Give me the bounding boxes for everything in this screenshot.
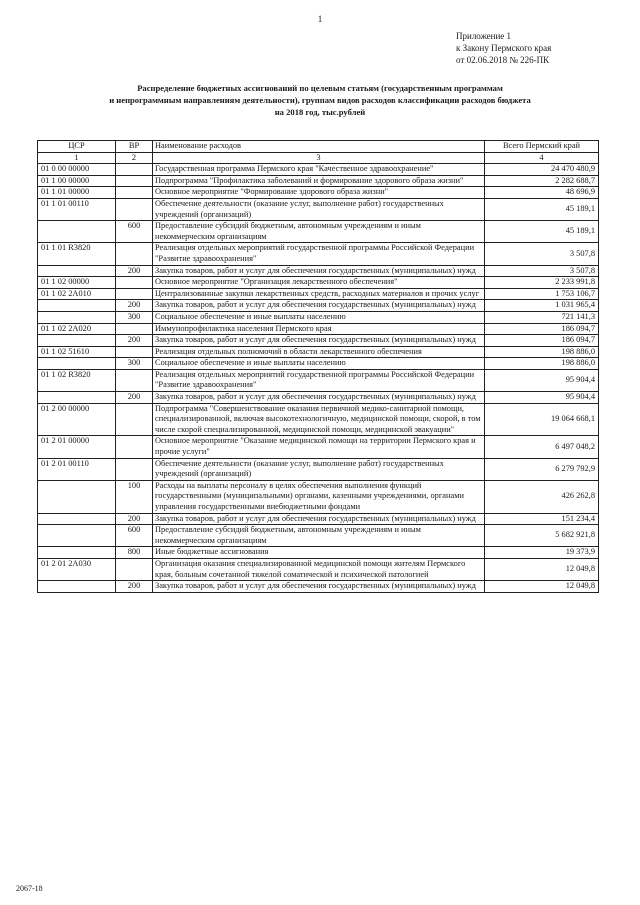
row-name: Подпрограмма "Профилактика заболеваний и формирование здорового образа жизни" <box>153 175 485 187</box>
table-row <box>38 187 599 199</box>
row-vr: 200 <box>116 335 153 347</box>
row-name: Закупка товаров, работ и услуг для обеспечения государственных (муниципальных) нужд <box>153 335 485 347</box>
table-row <box>38 480 599 513</box>
row-vr: 600 <box>116 525 153 547</box>
row-csr <box>38 335 116 347</box>
row-csr: 01 2 00 00000 <box>38 403 116 436</box>
row-csr <box>38 221 116 243</box>
table-row <box>38 436 599 458</box>
row-amount: 12 049,8 <box>485 558 599 580</box>
document-title <box>60 82 580 118</box>
row-vr: 200 <box>116 581 153 593</box>
title-line: на 2018 год, тыс.рублей <box>274 107 366 117</box>
table-row <box>38 311 599 323</box>
row-vr: 300 <box>116 358 153 370</box>
row-name: Иммунопрофилактика населения Пермского края <box>153 323 485 335</box>
row-name: Реализация отдельных мероприятий государственной программы Российской Федерации "Развитие здравоохранения" <box>153 369 485 391</box>
row-name: Закупка товаров, работ и услуг для обеспечения государственных (муниципальных) нужд <box>153 265 485 277</box>
row-csr <box>38 581 116 593</box>
row-name: Расходы на выплаты персоналу в целях обеспечения выполнения функций государственными (муниципальными) органами, казенными учреждениями, органами управления государственными внебюджетными фондами <box>153 480 485 513</box>
row-csr <box>38 513 116 525</box>
page-number: 1 <box>317 14 323 24</box>
title-line: и непрограммным направлениям деятельности), группам видов расходов классификации расходов бюджета <box>109 95 531 105</box>
row-amount: 198 886,0 <box>485 358 599 370</box>
row-name: Иные бюджетные ассигнования <box>153 547 485 559</box>
title-line: Распределение бюджетных ассигнований по целевым статьям (государственным программам <box>137 83 503 93</box>
table-row <box>38 335 599 347</box>
row-csr: 01 1 02 00000 <box>38 277 116 289</box>
row-vr <box>116 175 153 187</box>
table-row <box>38 175 599 187</box>
row-name: Основное мероприятие "Формирование здорового образа жизни" <box>153 187 485 199</box>
column-number: 4 <box>485 152 599 164</box>
row-csr <box>38 358 116 370</box>
row-amount: 24 470 480,9 <box>485 164 599 176</box>
row-vr <box>116 198 153 220</box>
row-name: Подпрограмма "Совершенствование оказания первичной медико-санитарной помощи, специализированной, включая высокотехнологичную, медицинской помощи, скорой, в том числе скорой специализированной, медицинской помощи, медицинской эвакуации" <box>153 403 485 436</box>
table-row <box>38 513 599 525</box>
table-row <box>38 300 599 312</box>
table-row <box>38 403 599 436</box>
row-amount: 2 233 991,8 <box>485 277 599 289</box>
row-name: Централизованные закупки лекарственных средств, расходных материалов и прочих услуг <box>153 288 485 300</box>
row-vr: 100 <box>116 480 153 513</box>
row-vr: 200 <box>116 392 153 404</box>
row-csr: 01 1 01 00000 <box>38 187 116 199</box>
table-row <box>38 164 599 176</box>
row-vr: 300 <box>116 311 153 323</box>
row-name: Социальное обеспечение и иные выплаты населению <box>153 311 485 323</box>
row-amount: 3 507,8 <box>485 265 599 277</box>
row-csr <box>38 311 116 323</box>
row-vr <box>116 243 153 265</box>
row-vr <box>116 288 153 300</box>
row-csr <box>38 547 116 559</box>
row-name: Предоставление субсидий бюджетным, автономным учреждениям и иным некоммерческим организациям <box>153 525 485 547</box>
table-row <box>38 581 599 593</box>
footer-code: 2067-18 <box>16 884 43 893</box>
row-csr: 01 1 01 00110 <box>38 198 116 220</box>
row-name: Предоставление субсидий бюджетным, автономным учреждениям и иным некоммерческим организациям <box>153 221 485 243</box>
row-name: Государственная программа Пермского края "Качественное здравоохранение" <box>153 164 485 176</box>
row-amount: 186 094,7 <box>485 335 599 347</box>
row-csr: 01 1 02 2А010 <box>38 288 116 300</box>
table-row <box>38 277 599 289</box>
budget-table <box>37 140 599 593</box>
row-csr <box>38 300 116 312</box>
row-amount: 6 497 048,2 <box>485 436 599 458</box>
row-vr <box>116 558 153 580</box>
row-vr <box>116 277 153 289</box>
row-csr: 01 0 00 00000 <box>38 164 116 176</box>
row-csr: 01 1 02 51610 <box>38 346 116 358</box>
row-amount: 45 189,1 <box>485 221 599 243</box>
table-row <box>38 198 599 220</box>
row-vr <box>116 436 153 458</box>
row-amount: 5 682 921,8 <box>485 525 599 547</box>
row-csr: 01 1 02 2А020 <box>38 323 116 335</box>
table-row <box>38 369 599 391</box>
row-name: Обеспечение деятельности (оказание услуг, выполнение работ) государственных учреждений (организаций) <box>153 458 485 480</box>
table-row <box>38 558 599 580</box>
row-name: Реализация отдельных мероприятий государственной программы Российской Федерации "Развитие здравоохранения" <box>153 243 485 265</box>
table-row <box>38 288 599 300</box>
row-amount: 721 141,3 <box>485 311 599 323</box>
column-number: 3 <box>153 152 485 164</box>
row-amount: 2 282 688,7 <box>485 175 599 187</box>
row-amount: 1 031 965,4 <box>485 300 599 312</box>
table-header-row <box>38 141 599 153</box>
row-vr: 600 <box>116 221 153 243</box>
row-name: Обеспечение деятельности (оказание услуг, выполнение работ) государственных учреждений (организаций) <box>153 198 485 220</box>
row-csr <box>38 265 116 277</box>
row-amount: 151 234,4 <box>485 513 599 525</box>
row-amount: 95 904,4 <box>485 369 599 391</box>
row-name: Закупка товаров, работ и услуг для обеспечения государственных (муниципальных) нужд <box>153 581 485 593</box>
header-amount: Всего Пермский край <box>485 141 599 153</box>
row-vr: 200 <box>116 300 153 312</box>
table-row <box>38 346 599 358</box>
table-row <box>38 265 599 277</box>
table-row <box>38 458 599 480</box>
row-vr <box>116 458 153 480</box>
column-number: 2 <box>116 152 153 164</box>
appendix-line: к Закону Пермского края <box>456 43 552 53</box>
row-csr: 01 1 02 R3820 <box>38 369 116 391</box>
row-amount: 426 262,8 <box>485 480 599 513</box>
row-amount: 45 189,1 <box>485 198 599 220</box>
table-row <box>38 392 599 404</box>
row-name: Основное мероприятие "Оказание медицинской помощи на территории Пермского края и прочие услуги" <box>153 436 485 458</box>
row-csr: 01 2 01 00110 <box>38 458 116 480</box>
row-csr <box>38 392 116 404</box>
row-vr: 200 <box>116 513 153 525</box>
row-csr: 01 1 00 00000 <box>38 175 116 187</box>
row-name: Закупка товаров, работ и услуг для обеспечения государственных (муниципальных) нужд <box>153 300 485 312</box>
table-row <box>38 358 599 370</box>
table-row <box>38 323 599 335</box>
row-amount: 12 049,8 <box>485 581 599 593</box>
appendix-line: Приложение 1 <box>456 31 512 41</box>
header-csr: ЦСР <box>38 141 116 153</box>
row-amount: 198 886,0 <box>485 346 599 358</box>
appendix-note <box>456 30 551 66</box>
column-number-row <box>38 152 599 164</box>
table-row <box>38 547 599 559</box>
row-csr: 01 1 01 R3820 <box>38 243 116 265</box>
row-amount: 19 064 668,1 <box>485 403 599 436</box>
row-vr: 800 <box>116 547 153 559</box>
row-name: Организация оказания специализированной медицинской помощи жителям Пермского края, больным сочетанной тяжелой соматической и психической патологией <box>153 558 485 580</box>
row-name: Закупка товаров, работ и услуг для обеспечения государственных (муниципальных) нужд <box>153 513 485 525</box>
header-name: Наименование расходов <box>153 141 485 153</box>
row-name: Реализация отдельных полномочий в области лекарственного обеспечения <box>153 346 485 358</box>
row-vr <box>116 323 153 335</box>
column-number: 1 <box>38 152 116 164</box>
row-vr <box>116 187 153 199</box>
row-vr <box>116 164 153 176</box>
table-row <box>38 221 599 243</box>
table-row <box>38 525 599 547</box>
row-csr: 01 2 01 00000 <box>38 436 116 458</box>
table-row <box>38 243 599 265</box>
row-amount: 48 696,9 <box>485 187 599 199</box>
row-amount: 3 507,8 <box>485 243 599 265</box>
row-amount: 6 279 792,9 <box>485 458 599 480</box>
row-vr <box>116 369 153 391</box>
row-amount: 19 373,9 <box>485 547 599 559</box>
row-vr: 200 <box>116 265 153 277</box>
row-csr: 01 2 01 2А030 <box>38 558 116 580</box>
row-amount: 95 904,4 <box>485 392 599 404</box>
row-name: Социальное обеспечение и иные выплаты населению <box>153 358 485 370</box>
row-amount: 1 753 106,7 <box>485 288 599 300</box>
row-name: Закупка товаров, работ и услуг для обеспечения государственных (муниципальных) нужд <box>153 392 485 404</box>
header-vr: ВР <box>116 141 153 153</box>
row-amount: 186 094,7 <box>485 323 599 335</box>
row-name: Основное мероприятие "Организация лекарственного обеспечения" <box>153 277 485 289</box>
row-vr <box>116 346 153 358</box>
row-csr <box>38 480 116 513</box>
row-csr <box>38 525 116 547</box>
appendix-line: от 02.06.2018 № 226-ПК <box>456 55 550 65</box>
row-vr <box>116 403 153 436</box>
